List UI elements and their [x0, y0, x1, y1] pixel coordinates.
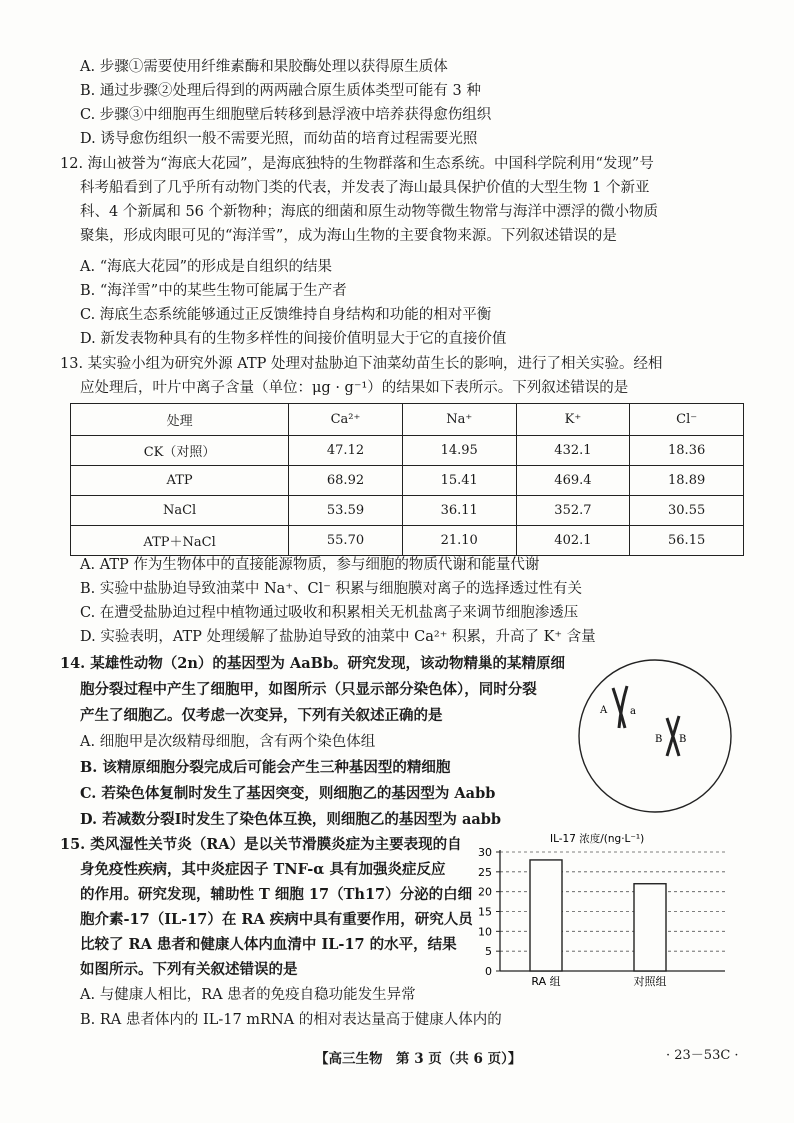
table-cell: 432.1	[516, 436, 630, 466]
q12-stem-line-3: 科、4 个新属和 56 个新物种；海底的细菌和原生动物等微生物常与海洋中漂浮的微小物质	[80, 204, 658, 220]
table-cell: 47.12	[289, 436, 403, 466]
y-tick-label: 10	[478, 925, 492, 939]
paper-code: · 23－53C ·	[666, 1048, 739, 1063]
table-row	[71, 526, 744, 556]
q11-option-d: D. 诱导愈伤组织一般不需要光照，而幼苗的培育过程需要光照	[80, 131, 478, 147]
x-category-label: 对照组	[633, 975, 667, 988]
q13-stem-line-2: 应处理后，叶片中离子含量（单位：μg · g⁻¹）的结果如下表所示。下列叙述错误的是	[80, 380, 629, 396]
q13-stem-line-1: 13. 某实验小组为研究外源 ATP 处理对盐胁迫下油菜幼苗生长的影响，进行了相关实验。经相	[60, 356, 663, 372]
q12-stem-line-4: 聚集，形成肉眼可见的“海洋雪”，成为海山生物的主要食物来源。下列叙述错误的是	[80, 228, 617, 244]
il17-bar-chart	[460, 830, 730, 990]
table-cell: 15.41	[402, 466, 516, 496]
bar	[634, 884, 666, 971]
y-tick-label: 0	[485, 965, 492, 978]
table-header-cell: Cl⁻	[630, 404, 744, 436]
q13-option-d: D. 实验表明，ATP 处理缓解了盐胁迫导致的油菜中 Ca²⁺ 积累，升高了 K⁺ 含量	[80, 629, 596, 645]
q14-option-c: C. 若染色体复制时发生了基因突变，则细胞乙的基因型为 Aabb	[80, 785, 496, 802]
allele-label: A	[600, 705, 608, 716]
q11-option-b: B. 通过步骤②处理后得到的两两融合原生质体类型可能有 3 种	[80, 83, 481, 99]
q12-option-d: D. 新发表物种具有的生物多样性的间接价值明显大于它的直接价值	[80, 331, 507, 347]
q15-stem-line-2: 身免疫性疾病，其中炎症因子 TNF-α 具有加强炎症反应	[80, 861, 446, 878]
q12-stem-line-1: 12. 海山被誉为“海底大花园”，是海底独特的生物群落和生态系统。中国科学院利用“发现”号	[60, 156, 654, 172]
y-tick-label: 30	[478, 846, 492, 859]
q11-option-a: A. 步骤①需要使用纤维素酶和果胶酶处理以获得原生质体	[80, 59, 448, 75]
allele-label: B	[655, 734, 663, 745]
allele-label: B	[679, 734, 687, 745]
table-cell: 56.15	[630, 526, 744, 556]
q14-stem-line-1: 14. 某雄性动物（2n）的基因型为 AaBb。研究发现，该动物精巢的某精原细	[60, 655, 565, 672]
q14-option-a: A. 细胞甲是次级精母细胞，含有两个染色体组	[80, 734, 376, 750]
table-row	[71, 436, 744, 466]
table-cell: 21.10	[402, 526, 516, 556]
table-cell: 352.7	[516, 496, 630, 526]
table-header-cell: 处理	[71, 404, 289, 436]
y-tick-label: 25	[478, 865, 492, 879]
table-cell: 36.11	[402, 496, 516, 526]
page-footer: 【高三生物 第 3 页（共 6 页）】	[315, 1051, 522, 1067]
table-header-cell: Na⁺	[402, 404, 516, 436]
table-cell: NaCl	[71, 496, 289, 526]
q12-stem-line-2: 科考船看到了几乎所有动物门类的代表，并发表了海山最具保护价值的大型生物 1 个新亚	[80, 180, 650, 196]
table-header-row	[71, 404, 744, 436]
q12-option-b: B. “海洋雪”中的某些生物可能属于生产者	[80, 283, 347, 299]
q11-option-c: C. 步骤③中细胞再生细胞壁后转移到悬浮液中培养获得愈伤组织	[80, 107, 492, 123]
q12-option-a: A. “海底大花园”的形成是自组织的结果	[80, 259, 333, 275]
table-row	[71, 496, 744, 526]
ion-content-table	[70, 403, 744, 556]
q12-option-c: C. 海底生态系统能够通过正反馈维持自身结构和功能的相对平衡	[80, 307, 492, 323]
chart-y-axis	[478, 846, 500, 978]
table-header-cell: K⁺	[516, 404, 630, 436]
q14-option-b: B. 该精原细胞分裂完成后可能会产生三种基因型的精细胞	[80, 759, 451, 776]
q13-option-c: C. 在遭受盐胁迫过程中植物通过吸收和积累相关无机盐离子来调节细胞渗透压	[80, 605, 579, 621]
y-tick-label: 20	[478, 885, 492, 899]
x-category-label: RA 组	[531, 975, 561, 988]
table-cell: 53.59	[289, 496, 403, 526]
table-row	[71, 466, 744, 496]
table-cell: 402.1	[516, 526, 630, 556]
y-tick-label: 5	[485, 945, 492, 959]
chart-bars	[530, 860, 666, 971]
q13-option-b: B. 实验中盐胁迫导致油菜中 Na⁺、Cl⁻ 积累与细胞膜对离子的选择透过性有关	[80, 581, 582, 597]
q15-stem-line-5: 比较了 RA 患者和健康人体内血清中 IL-17 的水平，结果	[80, 936, 457, 953]
cell-jia-figure	[575, 656, 735, 816]
q15-stem-line-3: 的作用。研究发现，辅助性 T 细胞 17（Th17）分泌的白细	[80, 886, 473, 903]
bar	[530, 860, 562, 971]
table-cell: ATP＋NaCl	[71, 526, 289, 556]
table-cell: 18.89	[630, 466, 744, 496]
table-cell: 14.95	[402, 436, 516, 466]
table-cell: 30.55	[630, 496, 744, 526]
q15-stem-line-6: 如图所示。下列有关叙述错误的是	[80, 961, 298, 978]
chart-title: IL-17 浓度/(ng·L⁻¹)	[550, 833, 645, 845]
y-tick-label: 15	[478, 905, 492, 919]
q14-option-d: D. 若减数分裂Ⅰ时发生了染色体互换，则细胞乙的基因型为 aabb	[80, 811, 502, 828]
allele-label: a	[630, 706, 636, 717]
table-cell: ATP	[71, 466, 289, 496]
q15-stem-line-1: 15. 类风湿性关节炎（RA）是以关节滑膜炎症为主要表现的自	[60, 836, 462, 853]
chart-x-axis	[531, 974, 666, 988]
q15-option-b: B. RA 患者体内的 IL-17 mRNA 的相对表达量高于健康人体内的	[80, 1012, 502, 1028]
q14-stem-line-3: 产生了细胞乙。仅考虑一次变异，下列有关叙述正确的是	[80, 707, 443, 724]
q14-stem-line-2: 胞分裂过程中产生了细胞甲，如图所示（只显示部分染色体），同时分裂	[80, 681, 537, 698]
table-cell: 18.36	[630, 436, 744, 466]
table-cell: 55.70	[289, 526, 403, 556]
table-cell: 469.4	[516, 466, 630, 496]
table-cell: 68.92	[289, 466, 403, 496]
table-cell: CK（对照）	[71, 436, 289, 466]
q15-stem-line-4: 胞介素-17（IL-17）在 RA 疾病中具有重要作用，研究人员	[80, 911, 473, 928]
q15-option-a: A. 与健康人相比，RA 患者的免疫自稳功能发生异常	[80, 987, 416, 1003]
table-header-cell: Ca²⁺	[289, 404, 403, 436]
q13-option-a: A. ATP 作为生物体中的直接能源物质，参与细胞的物质代谢和能量代谢	[80, 557, 540, 573]
